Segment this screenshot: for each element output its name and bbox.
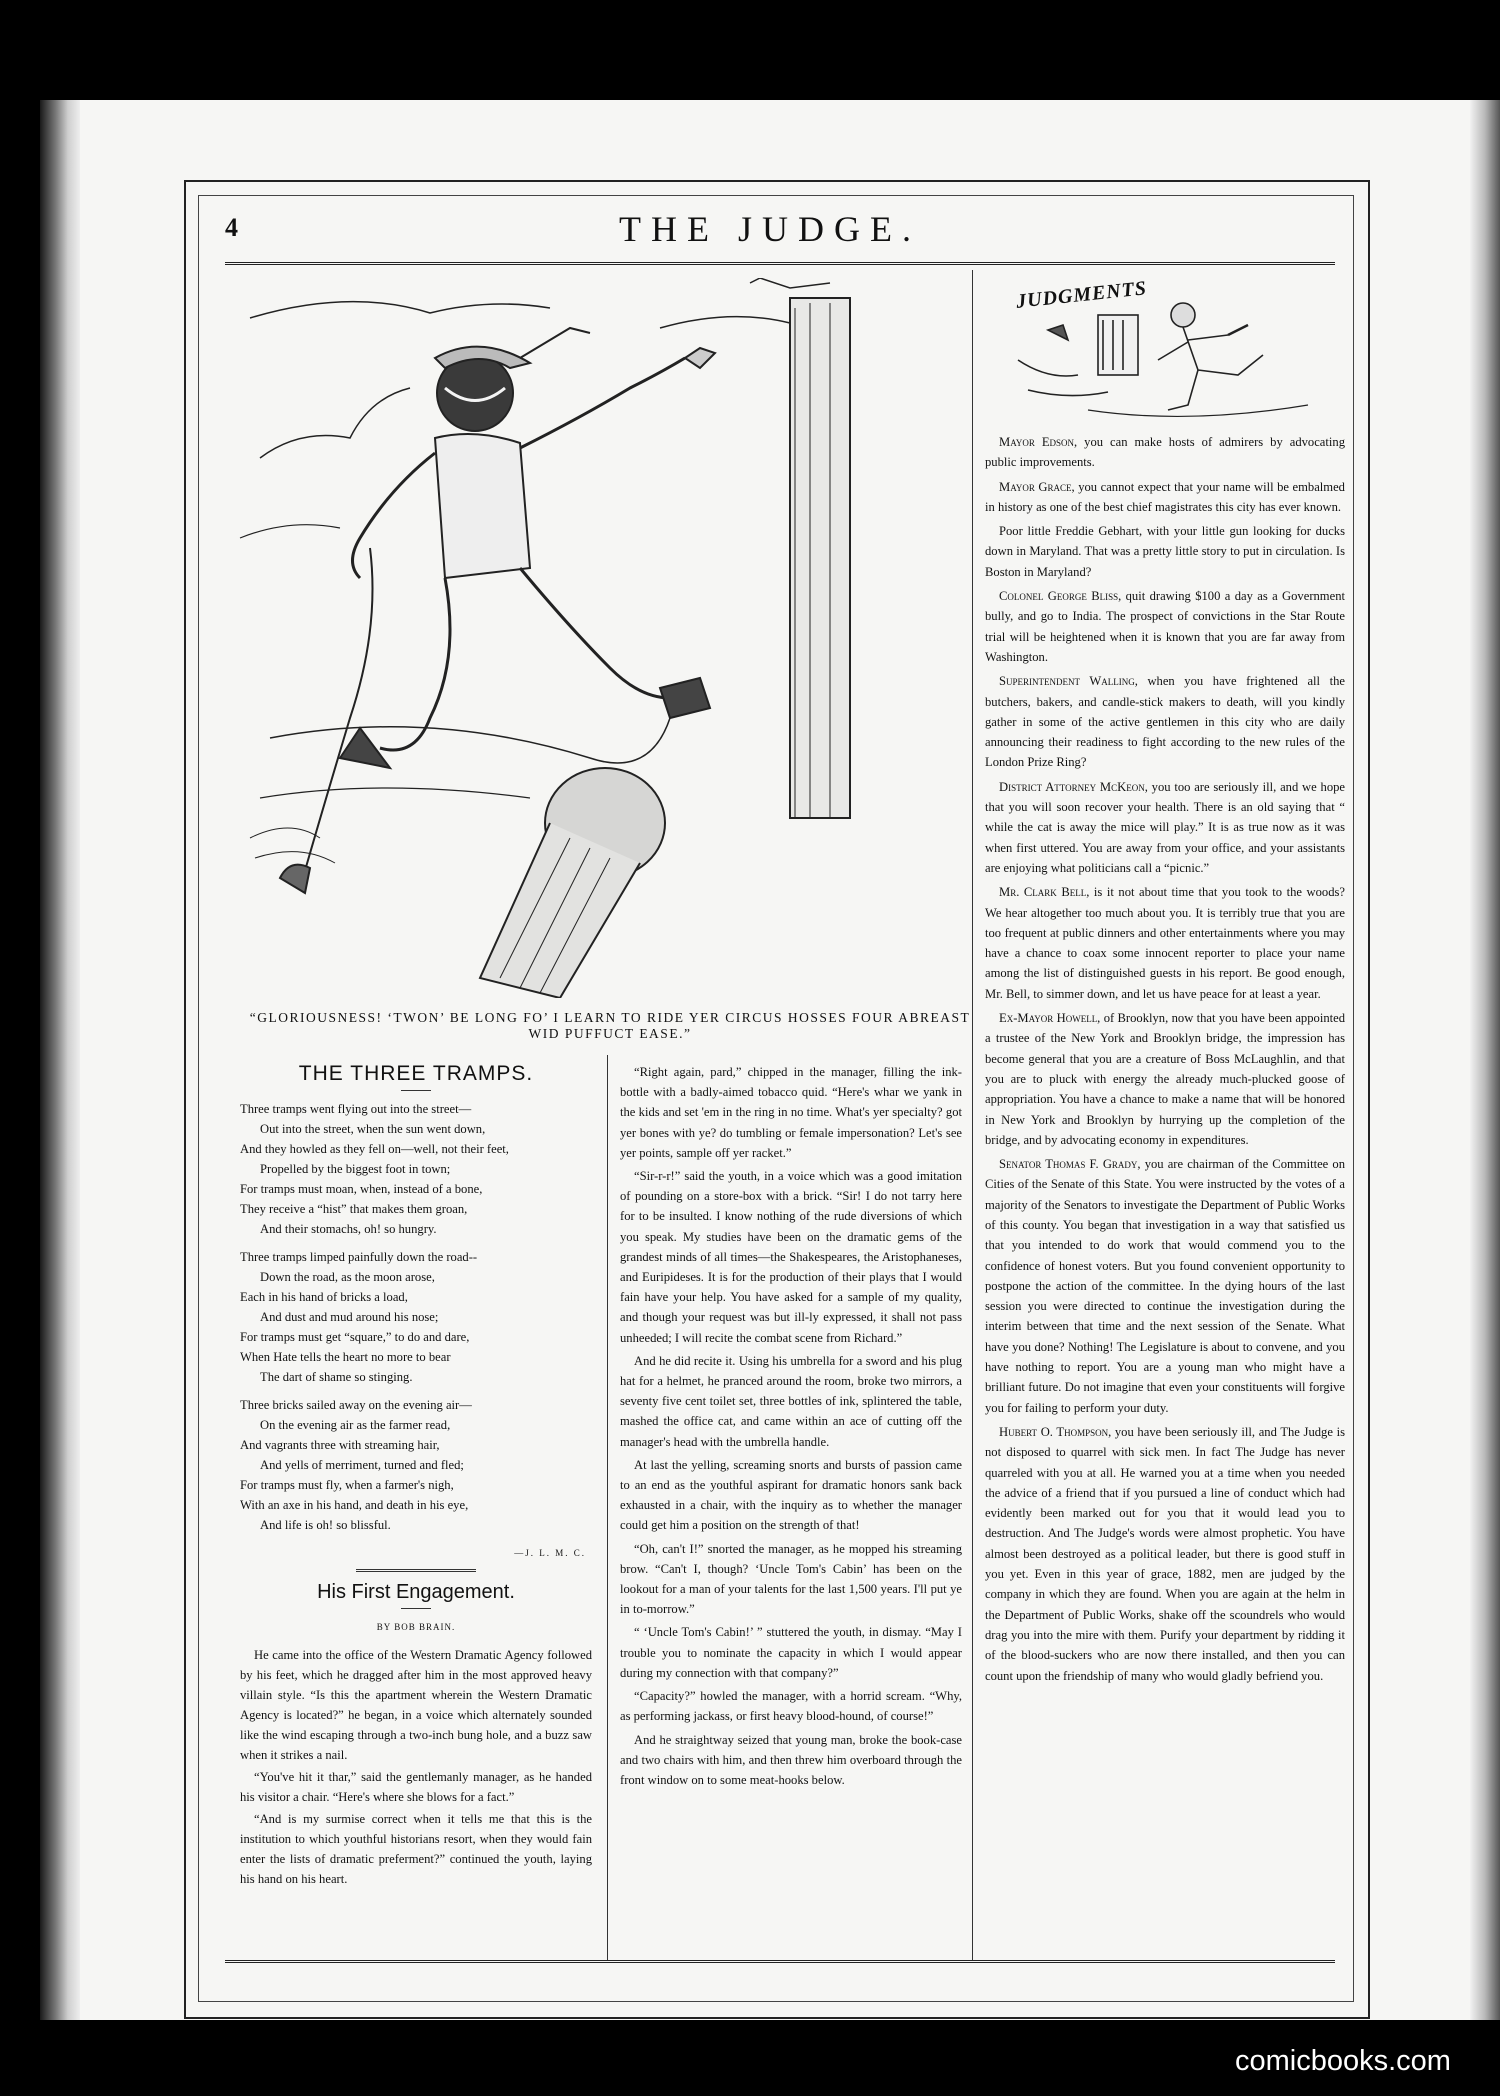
judgment-text: you too are seriously ill, and we hope that you will soon recover your health. There is an old saying that “ while the cat is away the mice will play.” It is as true now as it was when first uttered. You are away from your office, and your assistants are enjoying what politicians call a “picnic.”: [985, 779, 1345, 875]
poem-stanza: [240, 1099, 592, 1239]
poem-line: And life is oh! so blissful.: [260, 1518, 391, 1532]
judgment-paragraph: [985, 521, 1345, 582]
judgment-addressee: Colonel George Bliss,: [999, 589, 1122, 604]
watermark-text: comicbooks.com: [1235, 2045, 1451, 2077]
judgment-text: of Brooklyn, now that you have been appointed a trustee of the New York and Brooklyn bridge, the impression has become general that you are a creature of Boss McLaughlin, and that you are to pluck with energy the already much-plucked goose of appropriation. You have a chance to make a name that will be honored in New York and Brooklyn by hurrying up the completion of the bridge, and by advocating economy in expenditures.: [985, 1011, 1346, 1147]
poem-line: Three tramps limped painfully down the road--: [240, 1250, 478, 1264]
judgment-paragraph: [985, 1008, 1345, 1150]
poem-line: Each in his hand of bricks a load,: [240, 1290, 408, 1304]
masthead-title: THE JUDGE.: [619, 209, 921, 249]
page-number: 4: [225, 213, 238, 242]
cartoon-illustration: [230, 278, 880, 998]
poem-line: Propelled by the biggest foot in town;: [260, 1162, 451, 1176]
story-paragraph: At last the yelling, screaming snorts and bursts of passion came to an end as the youthful aspirant for dramatic honors sank back exhausted in a chair, with the inquiry as to whether the manager could get him a position on the strength of that!: [620, 1457, 962, 1533]
judgment-paragraph: [985, 1154, 1345, 1418]
judgment-text: you cannot expect that your name will be embalmed in history as one of the best chief magistrates this city has ever known.: [985, 479, 1345, 514]
story-text-left: [240, 1645, 592, 1889]
left-column: [240, 1060, 592, 1891]
judgment-paragraph: [985, 586, 1345, 667]
section-rule: [356, 1569, 476, 1572]
judgment-addressee: Senator Thomas F. Grady,: [999, 1157, 1141, 1172]
judgment-addressee: Hubert O. Thompson,: [999, 1424, 1112, 1439]
judgment-text: you are chairman of the Committee on Cities of the Senate of this State. You were instructed by the votes of a majority of the Senators to investigate the Department of Public Works of this county. You began that investigation in a way that satisfied us that you intended to do work that would commend you to the confidence of honest voters. But you found convenient opportunity to postpone the action of the committee. In the dying hours of the last session you were directed to continue the investigation during the interim between that time and the next session of the Senate. What have you done? Nothing! The Legislature is about to convene, and you have nothing to report. You are a young man who might have a brilliant future. Do not imagine that even your constituents will forgive you for failing to perform your duty.: [985, 1157, 1345, 1415]
poem-line: Out into the street, when the sun went down,: [260, 1122, 486, 1136]
cartoon-caption: “GLORIOUSNESS! ‘TWON’ BE LONG FO’ I LEARN TO RIDE YER CIRCUS HOSSES FOUR ABREAST WID PUFFUCT EASE.”: [249, 1010, 971, 1041]
poem-line: Down the road, as the moon arose,: [260, 1270, 435, 1284]
judgment-text: is it not about time that you took to the woods? We hear altogether too much about you. It is terribly true that you are too frequent at public dinners and other entertainments where you may have a chance to coax some innocent reporter to place your name among the list of distinguished guests in his report. Be good enough, Mr. Bell, to simmer down, and let us have peace for at least a year.: [985, 885, 1345, 1001]
judgment-addressee: Mayor Grace,: [999, 479, 1075, 494]
poem-line: And vagrants three with streaming hair,: [240, 1438, 440, 1452]
scan-edge-right: [1470, 100, 1500, 2020]
poem-line: Three tramps went flying out into the street—: [240, 1102, 472, 1116]
poem-stanza: [240, 1247, 592, 1387]
bottom-rule: [225, 1960, 1335, 1963]
story-paragraph: And he straightway seized that young man, broke the book-case and two chairs with him, and then threw him overboard through the front window on to some meat-hooks below.: [620, 1732, 962, 1787]
poem-line: When Hate tells the heart no more to bear: [240, 1350, 451, 1364]
judgment-addressee: Superintendent Walling,: [999, 674, 1138, 689]
judgments-column: [985, 432, 1345, 1690]
story-paragraph: “You've hit it thar,” said the gentlemanly manager, as he handed his visitor a chair. “Here's where she blows for a fact.”: [240, 1770, 592, 1804]
poem-line: Three bricks sailed away on the evening air—: [240, 1398, 472, 1412]
column-divider-middle: [607, 1055, 608, 1960]
judgment-text: Poor little Freddie Gebhart, with your little gun looking for ducks down in Maryland. That was a pretty little story to put in circulation. Is Boston in Maryland?: [985, 524, 1345, 579]
judgment-addressee: Mr. Clark Bell,: [999, 885, 1090, 900]
story-paragraph: “And is my surmise correct when it tells me that this is the institution to which youthful historians resort, when they would fain enter the lists of dramatic preferment?” continued the youth, laying his hand on his heart.: [240, 1812, 592, 1886]
poem-signature: —J. L. M. C.: [514, 1548, 586, 1558]
story-paragraph: He came into the office of the Western Dramatic Agency followed by his feet, which he dragged after him in the most approved heavy villain style. “Is this the apartment wherein the Western Dramatic Agency is located?” he began, in a voice which alternately sounded like the wind escaping through a two-inch bung hole, and a buzz saw when it strikes a nail.: [240, 1648, 592, 1762]
poem-line: For tramps must get “square,” to do and dare,: [240, 1330, 470, 1344]
judgment-paragraph: [985, 882, 1345, 1004]
poem-line: For tramps must moan, when, instead of a bone,: [240, 1182, 483, 1196]
scan-edge-left: [40, 100, 80, 2020]
judgment-addressee: Ex-Mayor Howell,: [999, 1011, 1101, 1026]
poem-title: THE THREE TRAMPS.: [298, 1062, 534, 1085]
story-paragraph: “Oh, can't I!” snorted the manager, as he mopped his streaming brow. “Can't I, though? ‘Uncle Tom's Cabin’ has been on the lookout for a man of your talents for the last 1,500 years. I'll put ye in to-morrow.”: [620, 1541, 962, 1617]
judgment-text: you can make hosts of admirers by advocating public improvements.: [985, 435, 1345, 470]
title-rule: [401, 1090, 431, 1091]
poem-line: And dust and mud around his nose;: [260, 1310, 439, 1324]
poem-stanza: [240, 1395, 592, 1535]
title-rule: [401, 1608, 431, 1609]
poem-line: For tramps must fly, when a farmer's nigh,: [240, 1478, 454, 1492]
judgment-paragraph: [985, 777, 1345, 878]
story-paragraph: “Capacity?” howled the manager, with a horrid scream. “Why, as performing jackass, or first heavy blood-hound, of course!”: [620, 1689, 962, 1724]
judgment-paragraph: [985, 477, 1345, 518]
story-byline: BY BOB BRAIN.: [376, 1622, 456, 1632]
poem-line: The dart of shame so stinging.: [260, 1370, 413, 1384]
poem-line: With an axe in his hand, and death in his eye,: [240, 1498, 469, 1512]
column-divider-right: [972, 270, 973, 1960]
story-paragraph: “Sir-r-r!” said the youth, in a voice which was a good imitation of pounding on a store-box with a brick. “Sir! I do not tarry here for to be insulted. I know nothing of the rude diversions of which you speak. My studies have been on the dramatic gems of the grandest minds of all times—the Shakespeares, the Aristophaneses, and Euripideses. It is for the production of their plays that I would fain have your help. You have asked for a sample of my quality, and though your request was but ill-ly expressed, it shall not pass unheeded; I will recite the combat scene from Richard.”: [620, 1169, 962, 1345]
judgments-header: [988, 277, 1328, 425]
middle-column: [620, 1062, 962, 1793]
poem-line: On the evening air as the farmer read,: [260, 1418, 451, 1432]
judgment-paragraph: [985, 432, 1345, 473]
judgment-text: quit drawing $100 a day as a Government bully, and go to India. The prospect of convictions in the Star Route trial will be heightened when it is known that you are far away from Washington.: [985, 589, 1345, 664]
judgment-paragraph: [985, 1422, 1345, 1686]
judgments-title: JUDGMENTS: [1015, 277, 1148, 313]
poem-line: And yells of merriment, turned and fled;: [260, 1458, 464, 1472]
poem-line: They receive a “hist” that makes them groan,: [240, 1202, 468, 1216]
judgment-paragraph: [985, 671, 1345, 772]
story-paragraph: “ ‘Uncle Tom's Cabin!’ ” stuttered the youth, in dismay. “May I trouble you to nominate the capacity in which I would appear during my connection with that company?”: [620, 1625, 962, 1680]
judgment-text: when you have frightened all the butchers, bakers, and candle-stick makers to death, will you kindly gather in some of the active gentlemen in this city who are daily announcing their readiness to fight according to the new rules of the London Prize Ring?: [985, 674, 1345, 770]
story-paragraph: And he did recite it. Using his umbrella for a sword and his plug hat for a helmet, he pranced around the room, broke two mirrors, a seventy five cent toilet set, three bottles of ink, splintered the table, mashed the office cat, and came within an ace of cutting off the manager's head with the umbrella handle.: [620, 1353, 962, 1449]
story-title: His First Engagement.: [317, 1581, 515, 1603]
poem-line: And their stomachs, oh! so hungry.: [260, 1222, 437, 1236]
judgment-addressee: Mayor Edson,: [999, 435, 1078, 449]
story-paragraph: “Right again, pard,” chipped in the manager, filling the ink-bottle with a badly-aimed tobacco quid. “Here's whar we yank in the kids and set 'em in the ring in no time. What's yer specialty? got yer bones with ye? do tumbling or female impersonation? Let's see yer points, sample off yer racket.”: [620, 1065, 962, 1160]
masthead-rule: [225, 262, 1335, 265]
judgment-text: you have been seriously ill, and The Judge is not disposed to quarrel with sick men. In fact The Judge has never quarreled with you at all. He warned you at a time when you needed the advice of a friend that if you pursued a line of conduct which had evidently been marked out for you that it would lead you to destruction. And The Judge's words were almost prophetic. You have almost been destroyed as a political leader, but there is good stuff in you yet. Even in this year of grace, 1882, men are judged by the company in which they are found. When you are again at the helm in the Department of Public Works, shake off the scoundrels who would drag you into the mire with them. Purify your department by ridding it of the blood-suckers who are now there installed, and then you can count upon the friendship of many who would gladly befriend you.: [985, 1424, 1345, 1683]
poem-line: And they howled as they fell on—well, not their feet,: [240, 1142, 509, 1156]
judgment-addressee: District Attorney McKeon,: [999, 779, 1148, 794]
